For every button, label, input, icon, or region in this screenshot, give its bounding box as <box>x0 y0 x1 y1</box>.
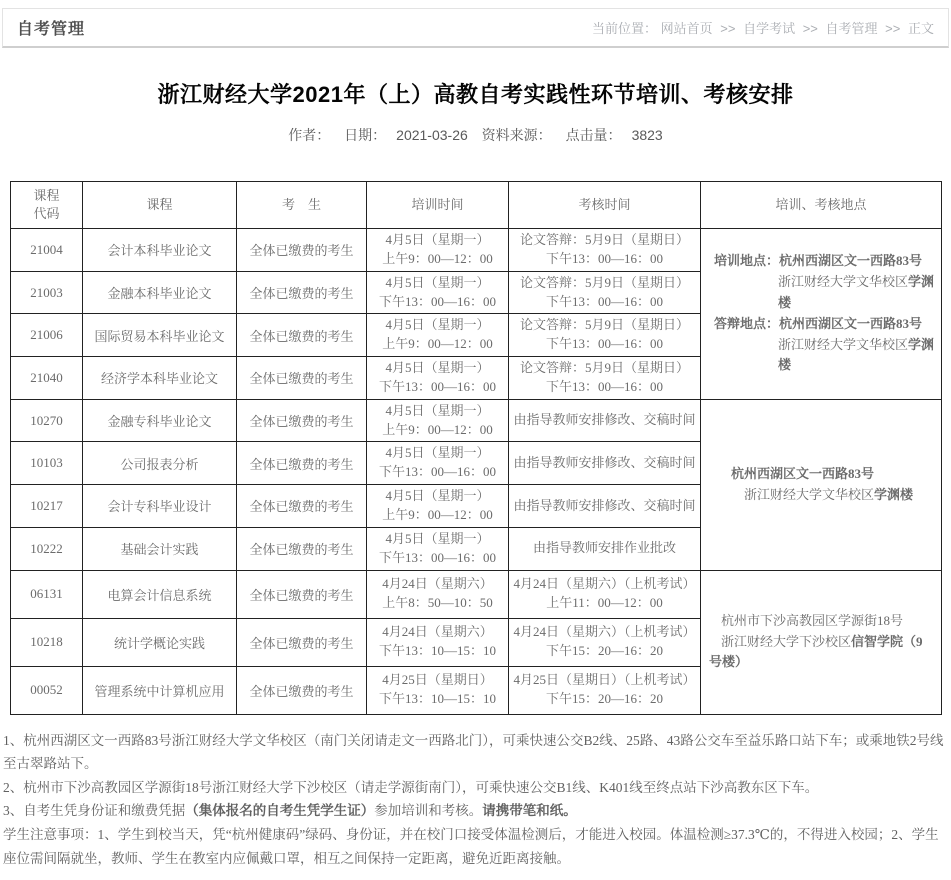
cell-exam-time <box>509 229 701 272</box>
time-line: 下午15：20—16：20 <box>545 691 663 706</box>
date-line: 4月5日（星期一） <box>385 530 490 546</box>
date-line: 4月5日（星期一） <box>385 445 490 461</box>
cell-code: 10103 <box>11 442 83 485</box>
table-row <box>11 570 942 618</box>
cell-code: 21040 <box>11 357 83 400</box>
breadcrumb-separator: >> <box>802 21 818 36</box>
cell-exam-time <box>509 442 701 485</box>
instruction-line: 由指导教师安排修改、交稿时间 <box>513 497 696 513</box>
cell-exam-time <box>509 570 701 618</box>
cell-course: 会计专科毕业设计 <box>83 485 237 528</box>
time-line: 上午8：50—10：50 <box>382 595 493 610</box>
time-line: 下午13：00—16：00 <box>545 336 663 352</box>
date-line: 4月5日（星期一） <box>385 274 490 290</box>
cell-code: 21006 <box>11 314 83 357</box>
cell-code: 10218 <box>11 618 83 666</box>
time-line: 上午9：00—12：00 <box>382 506 493 522</box>
cell-train-time <box>367 271 509 314</box>
note-documents-text: 参加培训和考核。 <box>374 803 483 819</box>
date-line: 论文答辩：5月9日（星期日） <box>519 274 689 290</box>
campus-text: 浙江财经大学文华校区 <box>744 486 875 502</box>
date-line: 论文答辩：5月9日（星期日） <box>519 360 689 376</box>
cell-exam-time <box>509 618 701 666</box>
page <box>0 8 951 870</box>
cell-students: 全体已缴费的考生 <box>237 442 367 485</box>
cell-location-xiasha <box>701 570 942 714</box>
campus-text: 浙江财经大学文华校区 <box>778 274 909 290</box>
header-exam-time: 考核时间 <box>509 182 701 229</box>
schedule-table <box>10 181 942 715</box>
cell-train-time <box>367 570 509 618</box>
time-line: 下午13：10—15：10 <box>378 643 496 658</box>
note-student-precautions: 学生注意事项：1、学生到校当天，凭“杭州健康码”绿码、身份证，并在校门口接受体温检测后，才能进入校园。体温检测≥37.3℃的，不得进入校园；2、学生座位需间隔就坐，教师、学生在教室内应佩戴口罩，相互之间保持一定距离，避免近距离接触。 <box>3 827 939 866</box>
cell-exam-time <box>509 399 701 442</box>
header-course-code-line2: 代码 <box>33 206 60 221</box>
location-line <box>731 485 938 506</box>
cell-course: 公司报表分析 <box>83 442 237 485</box>
date-line: 4月5日（星期一） <box>385 317 490 333</box>
meta-hits-label: 点击量： <box>565 127 622 143</box>
note-bring-pen-paper: 请携带笔和纸。 <box>482 803 577 819</box>
cell-location-wenhua <box>701 399 942 570</box>
cell-course: 国际贸易本科毕业论文 <box>83 314 237 357</box>
cell-exam-time <box>509 485 701 528</box>
meta-author-label: 作者： <box>288 127 331 143</box>
header-course: 课程 <box>83 182 237 229</box>
cell-exam-time <box>509 271 701 314</box>
instruction-line: 由指导教师安排修改、交稿时间 <box>513 454 696 470</box>
cell-train-time <box>367 527 509 570</box>
date-line: 4月24日（星期六）（上机考试） <box>513 576 696 592</box>
cell-course: 统计学概论实践 <box>83 618 237 666</box>
cell-students: 全体已缴费的考生 <box>237 527 367 570</box>
header-students: 考 生 <box>237 182 367 229</box>
time-line: 上午9：00—12：00 <box>382 421 493 437</box>
cell-course: 经济学本科毕业论文 <box>83 357 237 400</box>
date-line: 论文答辩：5月9日（星期日） <box>519 232 689 247</box>
time-line: 下午13：00—16：00 <box>545 378 663 394</box>
date-line: 4月24日（星期六）（上机考试） <box>513 624 696 640</box>
note-transport-wenhua: 1、杭州西湖区文一西路83号浙江财经大学文华校区（南门关闭请走文一西路北门），可乘快速公交B2线、25路、43路公交车至益乐路口站下车；或乘地铁2号线至古翠路站下。 <box>3 732 944 772</box>
training-location-line: 培训地点：杭州西湖区文一西路83号 <box>714 253 923 269</box>
cell-train-time <box>367 399 509 442</box>
cell-students: 全体已缴费的考生 <box>237 357 367 400</box>
header-location: 培训、考核地点 <box>701 182 942 229</box>
date-line: 4月5日（星期一） <box>385 488 490 504</box>
time-line: 下午13：00—16：00 <box>545 250 663 266</box>
location-line <box>731 464 938 485</box>
cell-exam-time <box>509 357 701 400</box>
cell-code: 21003 <box>11 271 83 314</box>
table-header-row <box>11 182 942 229</box>
cell-students: 全体已缴费的考生 <box>237 229 367 272</box>
cell-code: 10217 <box>11 485 83 528</box>
location-line <box>714 272 938 314</box>
cell-train-time <box>367 485 509 528</box>
cell-code: 10270 <box>11 399 83 442</box>
breadcrumb-current: 正文 <box>907 21 934 36</box>
campus-text: 浙江财经大学下沙校区 <box>721 633 852 649</box>
cell-exam-time <box>509 314 701 357</box>
note-transport-xiasha: 2、杭州市下沙高教园区学源街18号浙江财经大学下沙校区（请走学源街南门），可乘快速公交B1线、K401线至终点站下沙高教东区下车。 <box>3 779 819 795</box>
cell-course: 金融专科毕业论文 <box>83 399 237 442</box>
location-line <box>709 611 933 632</box>
location-line <box>709 632 933 674</box>
section-header-bar <box>2 8 949 48</box>
cell-location-wenhua-defense <box>701 229 942 400</box>
date-line: 4月5日（星期一） <box>385 402 490 418</box>
cell-students: 全体已缴费的考生 <box>237 485 367 528</box>
breadcrumb <box>592 18 934 37</box>
cell-code: 21004 <box>11 229 83 272</box>
building-name: 学渊楼 <box>778 274 935 311</box>
meta-source-label: 资料来源： <box>481 127 552 143</box>
date-line: 4月5日（星期一） <box>385 232 490 247</box>
cell-train-time <box>367 314 509 357</box>
schedule-table-wrap <box>10 181 941 715</box>
cell-course: 管理系统中计算机应用 <box>83 666 237 714</box>
time-line: 上午9：00—12：00 <box>382 336 493 352</box>
building-name: 信智学院（9号楼） <box>709 633 923 670</box>
address-text: 杭州西湖区文一西路83号 <box>731 465 875 481</box>
date-line: 4月25日（星期日） <box>382 672 493 688</box>
cell-students: 全体已缴费的考生 <box>237 399 367 442</box>
cell-students: 全体已缴费的考生 <box>237 618 367 666</box>
date-line: 论文答辩：5月9日（星期日） <box>519 317 689 333</box>
cell-code: 10222 <box>11 527 83 570</box>
defense-location-line: 答辩地点：杭州西湖区文一西路83号 <box>714 315 923 331</box>
location-line <box>714 335 938 377</box>
breadcrumb-link-self-exam-management[interactable]: 自考管理 <box>825 21 878 36</box>
location-line <box>714 314 938 335</box>
cell-train-time <box>367 357 509 400</box>
time-line: 上午11：00—12：00 <box>546 595 663 610</box>
cell-train-time <box>367 666 509 714</box>
breadcrumb-label: 当前位置： <box>591 21 657 36</box>
meta-hits-value: 3823 <box>631 127 663 143</box>
time-line: 上午9：00—12：00 <box>382 250 493 266</box>
header-course-code <box>11 182 83 229</box>
time-line: 下午13：00—16：00 <box>378 378 496 394</box>
instruction-line: 由指导教师安排作业批改 <box>532 540 676 556</box>
location-line <box>714 251 938 272</box>
time-line: 下午13：10—15：10 <box>378 691 496 706</box>
page-title: 浙江财经大学2021年（上）高教自考实践性环节培训、考核安排 <box>157 82 794 107</box>
table-row <box>11 399 942 442</box>
note-documents-bold-group: （集体报名的自考生凭学生证） <box>185 803 375 819</box>
address-text: 杭州市下沙高教园区学源街18号 <box>721 612 904 628</box>
table-row <box>11 229 942 272</box>
cell-course: 金融本科毕业论文 <box>83 271 237 314</box>
cell-train-time <box>367 442 509 485</box>
section-title: 自考管理 <box>17 21 86 38</box>
note-documents-text: 3、自考生凭身份证和缴费凭据 <box>3 803 186 819</box>
cell-students: 全体已缴费的考生 <box>237 666 367 714</box>
breadcrumb-separator: >> <box>720 21 736 36</box>
header-course-code-line1: 课程 <box>33 187 60 203</box>
cell-exam-time <box>509 527 701 570</box>
instruction-line: 由指导教师安排修改、交稿时间 <box>513 412 696 428</box>
date-line: 4月25日（星期日）（上机考试） <box>513 672 696 688</box>
breadcrumb-link-home[interactable]: 网站首页 <box>660 21 713 36</box>
date-line: 4月5日（星期一） <box>385 360 490 376</box>
header-train-time: 培训时间 <box>367 182 509 229</box>
building-name: 学渊楼 <box>874 486 914 502</box>
cell-exam-time <box>509 666 701 714</box>
meta-date-value: 2021-03-26 <box>396 127 468 143</box>
breadcrumb-separator: >> <box>885 21 901 36</box>
time-line: 下午13：00—16：00 <box>378 549 496 565</box>
cell-code: 00052 <box>11 666 83 714</box>
cell-course: 电算会计信息系统 <box>83 570 237 618</box>
time-line: 下午13：00—16：00 <box>545 293 663 309</box>
time-line: 下午13：00—16：00 <box>378 464 496 480</box>
time-line: 下午13：00—16：00 <box>378 293 496 309</box>
cell-students: 全体已缴费的考生 <box>237 271 367 314</box>
cell-students: 全体已缴费的考生 <box>237 314 367 357</box>
footer-notes <box>3 729 948 871</box>
cell-train-time <box>367 618 509 666</box>
cell-train-time <box>367 229 509 272</box>
campus-text: 浙江财经大学文华校区 <box>778 336 909 352</box>
note-documents <box>3 799 948 823</box>
meta-date-label: 日期： <box>344 127 387 143</box>
date-line: 4月24日（星期六） <box>382 624 493 640</box>
cell-course: 会计本科毕业论文 <box>83 229 237 272</box>
cell-students: 全体已缴费的考生 <box>237 570 367 618</box>
cell-course: 基础会计实践 <box>83 527 237 570</box>
breadcrumb-link-self-exam[interactable]: 自学考试 <box>743 21 796 36</box>
time-line: 下午15：20—16：20 <box>545 643 663 658</box>
date-line: 4月24日（星期六） <box>382 576 493 592</box>
building-name: 学渊楼 <box>778 336 935 373</box>
cell-code: 06131 <box>11 570 83 618</box>
article-meta <box>0 125 951 145</box>
